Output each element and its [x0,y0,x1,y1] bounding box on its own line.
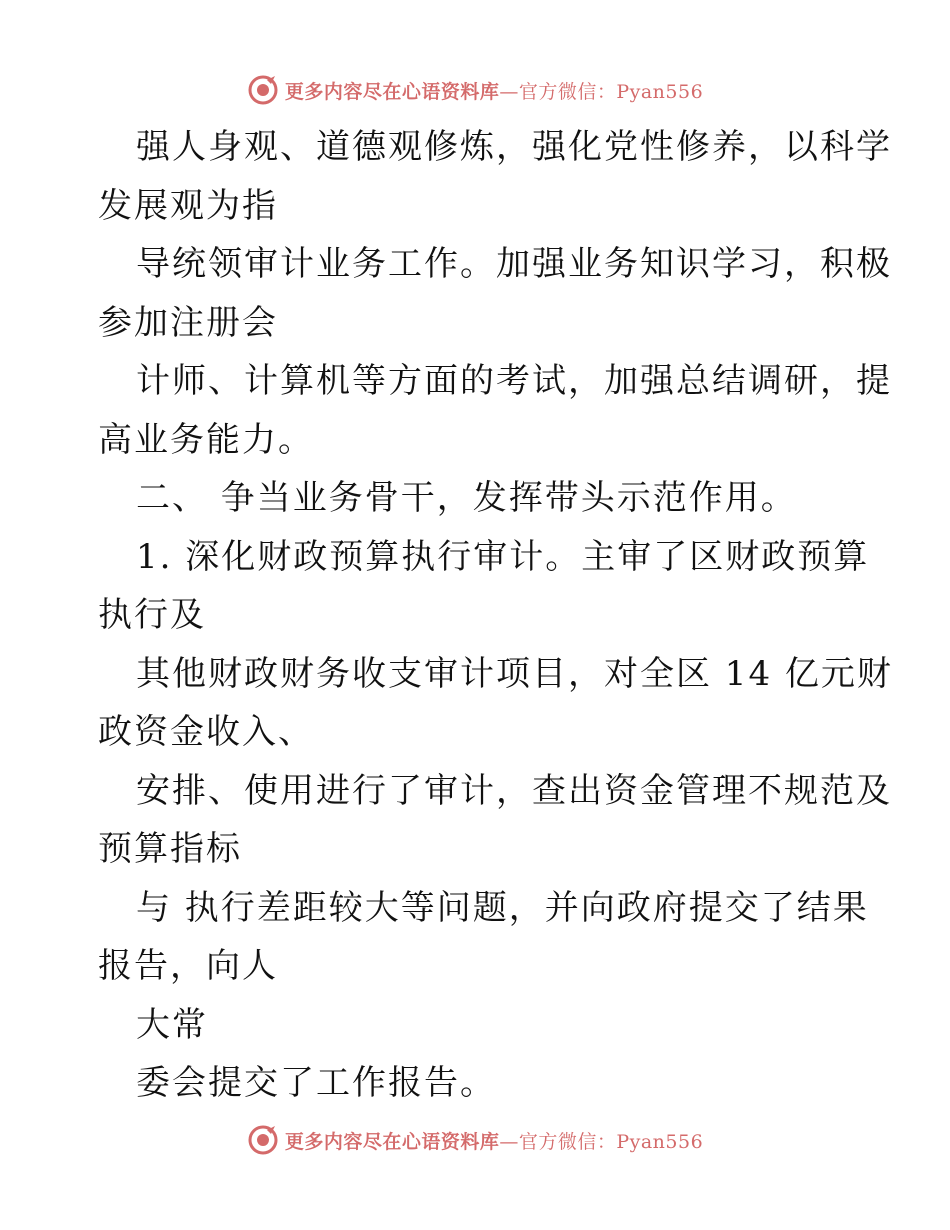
header-banner [0,70,950,110]
text-line: 1. 深化财政预算执行审计。主审了区财政预算 [136,536,870,577]
text-line: 与 执行差距较大等问题，并向政府提交了结果 [136,887,869,928]
text-line: 二、 争当业务骨干，发挥带头示范作用。 [136,478,797,518]
text-line: 大常 [136,1004,208,1045]
footer-banner-text: 更多内容尽在心语资料库—官方微信：Pyan556 [284,1130,704,1153]
text-line: 预算指标 [98,829,242,869]
text-line: 执行及 [98,595,206,635]
brand-logo-icon [247,74,279,106]
text-line: 报告，向人 [98,946,278,986]
text-line: 计师、计算机等方面的考试，加强总结调研，提 [136,361,892,401]
text-line: 强人身观、道德观修炼，强化党性修养，以科学 [136,127,892,167]
text-line: 政资金收入、 [98,712,314,752]
text-line: 导统领审计业务工作。加强业务知识学习，积极 [136,244,892,284]
brand-logo-icon [247,1124,279,1156]
document-body [98,118,893,1113]
header-banner-text: 更多内容尽在心语资料库—官方微信：Pyan556 [284,80,704,103]
text-line: 安排、使用进行了审计，查出资金管理不规范及 [136,770,892,811]
text-line: 发展观为指 [98,185,278,226]
text-line: 高业务能力。 [98,419,314,460]
text-line: 委会提交了工作报告。 [136,1063,496,1103]
text-line: 其他财政财务收支审计项目，对全区 14 亿元财 [136,653,893,694]
footer-banner [0,1120,950,1160]
text-line: 参加注册会 [98,302,278,343]
